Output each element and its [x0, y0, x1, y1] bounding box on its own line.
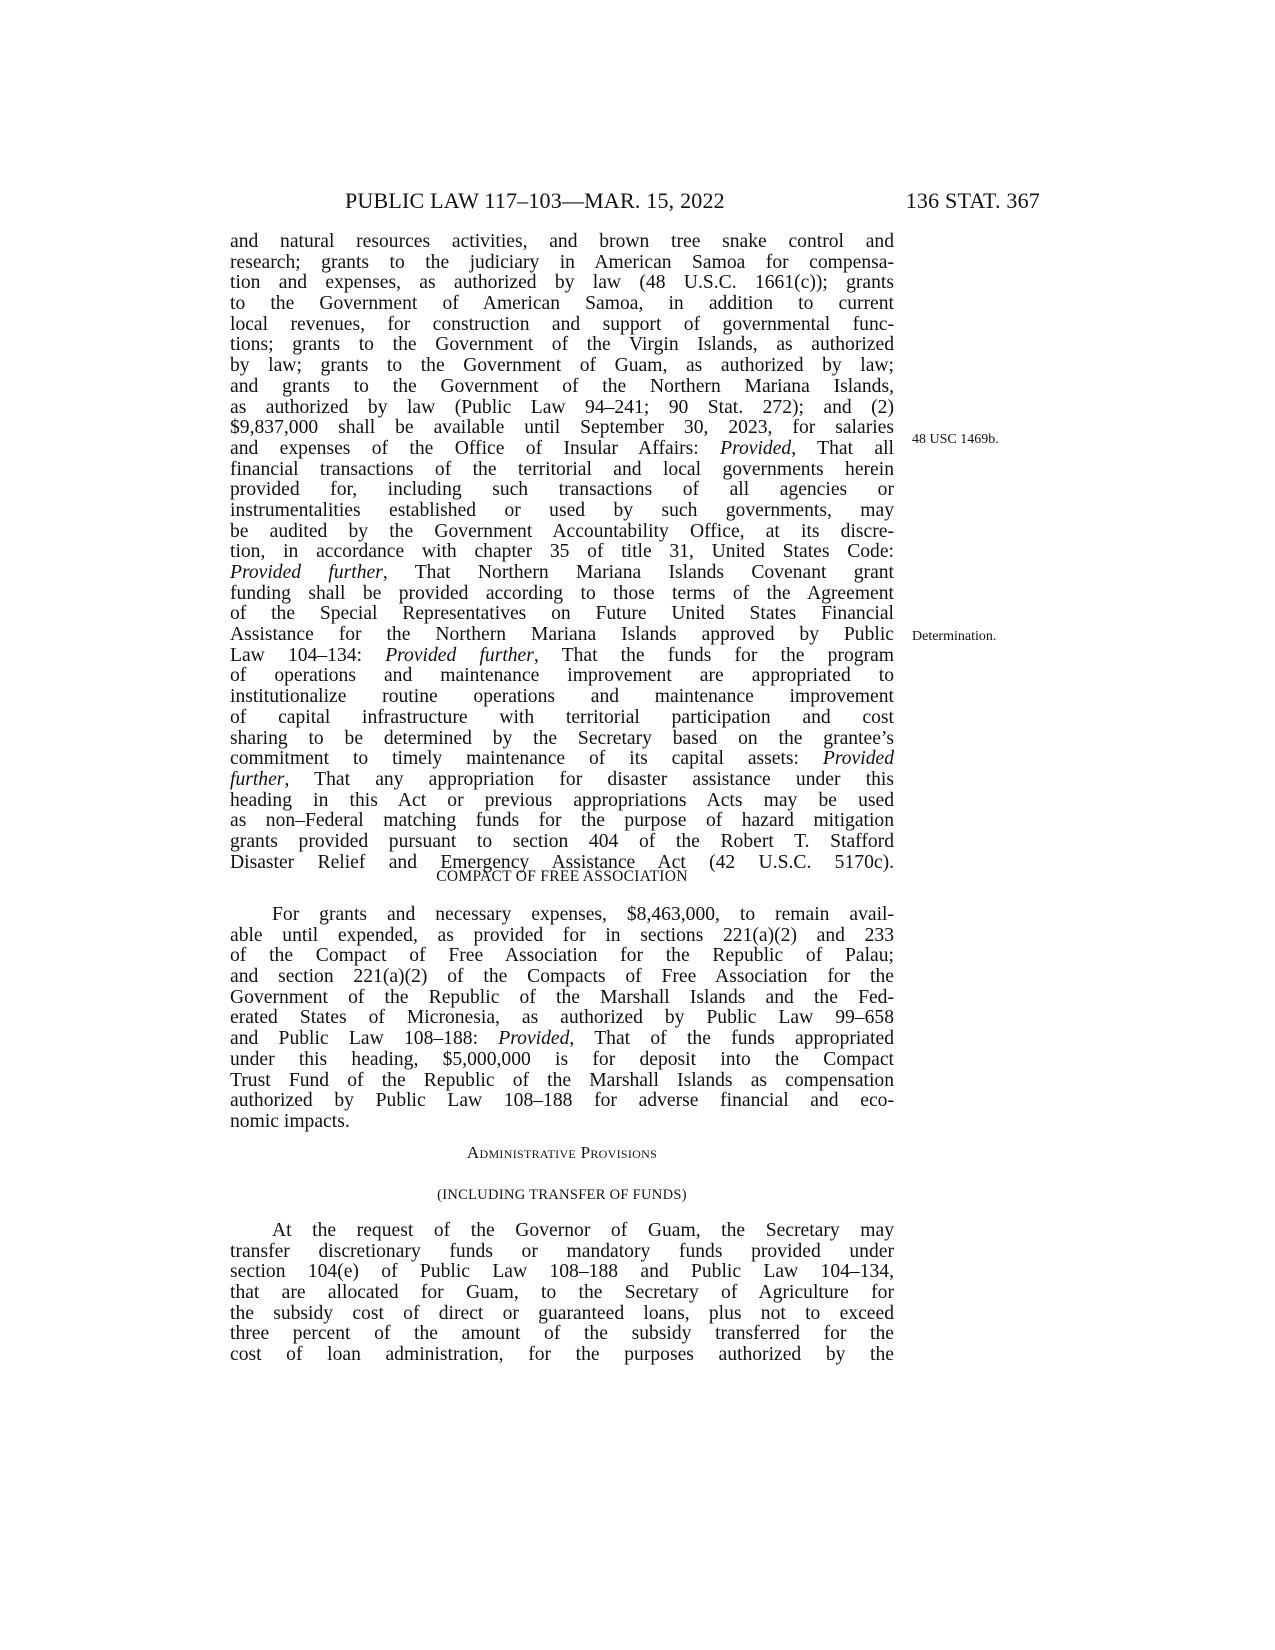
- text-line: [230, 315, 894, 336]
- text-segment: of the Compact of Free Association for the Republic of Palau;: [230, 945, 894, 967]
- text-segment: nomic impacts.: [230, 1110, 350, 1132]
- text-line: [230, 1112, 894, 1133]
- text-line: [230, 1029, 894, 1050]
- heading-including-transfer-of-funds: (INCLUDING TRANSFER OF FUNDS): [437, 1187, 687, 1203]
- text-line: [230, 687, 894, 708]
- text-segment: funding shall be provided according to those terms of the Agreement: [230, 582, 894, 604]
- text-line: [230, 335, 894, 356]
- text-segment: $9,837,000 shall be available until September 30, 2023, for salaries: [230, 417, 894, 439]
- running-header: [230, 188, 1040, 218]
- text-line: [230, 749, 894, 770]
- text-segment: section 104(e) of Public Law 108–188 and Public Law 104–134,: [230, 1261, 894, 1283]
- text-line: [230, 625, 894, 646]
- text-segment: of capital infrastructure with territorial participation and cost: [230, 706, 894, 728]
- italic-text: Provided: [498, 1028, 570, 1050]
- italic-text: further: [230, 768, 285, 790]
- text-segment: Trust Fund of the Republic of the Marshall Islands as compensation: [230, 1069, 894, 1091]
- text-line: [230, 967, 894, 988]
- text-segment: sharing to be determined by the Secretary based on the grantee’s: [230, 727, 894, 749]
- text-line: [230, 666, 894, 687]
- text-line: [230, 1304, 894, 1325]
- margin-note-usc: 48 USC 1469b.: [912, 432, 999, 447]
- heading-compact-of-free-association: COMPACT OF FREE ASSOCIATION: [436, 868, 688, 885]
- text-line: [230, 832, 894, 853]
- margin-note-determination: Determination.: [912, 629, 997, 644]
- text-segment: cost of loan administration, for the purposes authorized by the: [230, 1344, 894, 1366]
- text-segment: commitment to timely maintenance of its capital assets:: [230, 748, 823, 770]
- text-line: [230, 604, 894, 625]
- text-line: [230, 729, 894, 750]
- text-segment: grants provided pursuant to section 404 of the Robert T. Stafford: [230, 830, 894, 852]
- text-line: [230, 1262, 894, 1283]
- text-segment: of operations and maintenance improvement are appropriated to: [230, 665, 894, 687]
- text-line: [230, 232, 894, 253]
- italic-text: Provided: [720, 437, 792, 459]
- text-line: [230, 770, 894, 791]
- text-segment: three percent of the amount of the subsidy transferred for the: [230, 1323, 894, 1345]
- text-line: [230, 273, 894, 294]
- text-line: [230, 1091, 894, 1112]
- italic-text: Provided further: [230, 562, 383, 583]
- text-segment: and expenses of the Office of Insular Affairs:: [230, 437, 721, 459]
- paragraph-guam-transfer: [230, 1221, 894, 1366]
- text-line: [230, 1324, 894, 1345]
- text-segment: tions; grants to the Government of the Virgin Islands, as authorized: [230, 334, 894, 356]
- text-segment: tion and expenses, as authorized by law (48 U.S.C. 1661(c)); grants: [230, 272, 894, 294]
- text-line: [230, 542, 894, 563]
- text-line: [230, 646, 894, 667]
- text-line: [230, 1242, 894, 1263]
- text-segment: the subsidy cost of direct or guaranteed loans, plus not to exceed: [230, 1302, 894, 1324]
- text-segment: Assistance for the Northern Mariana Islands approved by Public: [230, 624, 894, 646]
- text-segment: , That any appropriation for disaster assistance under this: [284, 768, 894, 790]
- text-segment: be audited by the Government Accountability Office, at its discre-: [230, 520, 894, 542]
- text-segment: financial transactions of the territorial and local governments herein: [230, 458, 894, 480]
- text-segment: and natural resources activities, and brown tree snake control and: [230, 231, 894, 252]
- text-segment: instrumentalities established or used by such governments, may: [230, 499, 894, 521]
- text-segment: and grants to the Government of the Northern Mariana Islands,: [230, 375, 894, 397]
- text-segment: as non–Federal matching funds for the purpose of hazard mitigation: [230, 810, 894, 832]
- text-segment: that are allocated for Guam, to the Secretary of Agriculture for: [230, 1282, 894, 1304]
- text-segment: Law 104–134:: [230, 644, 386, 666]
- text-segment: , That Northern Mariana Islands Covenant grant: [382, 562, 895, 583]
- text-segment: For grants and necessary expenses, $8,463,000, to remain avail-: [272, 904, 894, 925]
- text-line: [230, 946, 894, 967]
- text-segment: , That of the funds appropriated: [569, 1028, 894, 1050]
- text-segment: by law; grants to the Government of Guam, as authorized by law;: [230, 355, 894, 377]
- text-line: [230, 253, 894, 274]
- text-line: [230, 377, 894, 398]
- text-line: [230, 398, 894, 419]
- text-segment: heading in this Act or previous appropriations Acts may be used: [230, 789, 894, 811]
- text-line: [230, 1050, 894, 1071]
- text-segment: , That all: [791, 437, 894, 459]
- text-segment: Disaster Relief and Emergency Assistance Act (42 U.S.C. 5170c).: [230, 851, 894, 873]
- text-segment: as authorized by law (Public Law 94–241; 90 Stat. 272); and (2): [230, 396, 894, 418]
- text-segment: and Public Law 108–188:: [230, 1028, 499, 1050]
- text-segment: Government of the Republic of the Marshall Islands and the Fed-: [230, 986, 894, 1008]
- text-segment: , That the funds for the program: [533, 644, 895, 666]
- text-segment: institutionalize routine operations and maintenance improvement: [230, 686, 894, 708]
- italic-text: Provided: [822, 748, 894, 770]
- text-line: [230, 563, 894, 584]
- text-segment: tion, in accordance with chapter 35 of title 31, United States Code:: [230, 541, 894, 563]
- text-line: [230, 1345, 894, 1366]
- heading-administrative-provisions: Administrative Provisions: [466, 1143, 658, 1162]
- text-line: [230, 418, 894, 439]
- text-line: [230, 294, 894, 315]
- header-stat-page: 136 STAT. 367: [905, 188, 1040, 213]
- text-line: [230, 1071, 894, 1092]
- text-line: [230, 811, 894, 832]
- text-segment: to the Government of American Samoa, in addition to current: [230, 293, 894, 315]
- text-segment: and section 221(a)(2) of the Compacts of Free Association for the: [230, 966, 894, 988]
- italic-text: Provided further: [385, 644, 534, 666]
- text-line: [230, 926, 894, 947]
- header-title: PUBLIC LAW 117–103—MAR. 15, 2022: [345, 188, 725, 213]
- text-line: [230, 791, 894, 812]
- text-segment: local revenues, for construction and support of governmental func-: [230, 313, 894, 335]
- text-line: [230, 1221, 894, 1242]
- text-line: [230, 501, 894, 522]
- text-segment: of the Special Representatives on Future United States Financial: [230, 603, 894, 625]
- text-segment: authorized by Public Law 108–188 for adverse financial and eco-: [230, 1090, 894, 1112]
- text-line: [230, 480, 894, 501]
- paragraph-insular-affairs: [230, 232, 894, 873]
- text-line: [230, 988, 894, 1009]
- text-segment: At the request of the Governor of Guam, the Secretary may: [272, 1220, 894, 1241]
- text-line: [230, 905, 894, 926]
- paragraph-compact: [230, 905, 894, 1133]
- text-segment: under this heading, $5,000,000 is for deposit into the Compact: [230, 1048, 894, 1070]
- text-segment: able until expended, as provided for in sections 221(a)(2) and 233: [230, 924, 894, 946]
- text-line: [230, 584, 894, 605]
- text-line: [230, 708, 894, 729]
- text-line: [230, 1283, 894, 1304]
- text-line: [230, 460, 894, 481]
- text-segment: provided for, including such transactions of all agencies or: [230, 479, 894, 501]
- text-line: [230, 522, 894, 543]
- text-segment: transfer discretionary funds or mandatory funds provided under: [230, 1240, 894, 1262]
- text-line: [230, 439, 894, 460]
- text-line: [230, 1008, 894, 1029]
- text-line: [230, 356, 894, 377]
- text-segment: erated States of Micronesia, as authorized by Public Law 99–658: [230, 1007, 894, 1029]
- text-segment: research; grants to the judiciary in American Samoa for compensa-: [230, 251, 894, 273]
